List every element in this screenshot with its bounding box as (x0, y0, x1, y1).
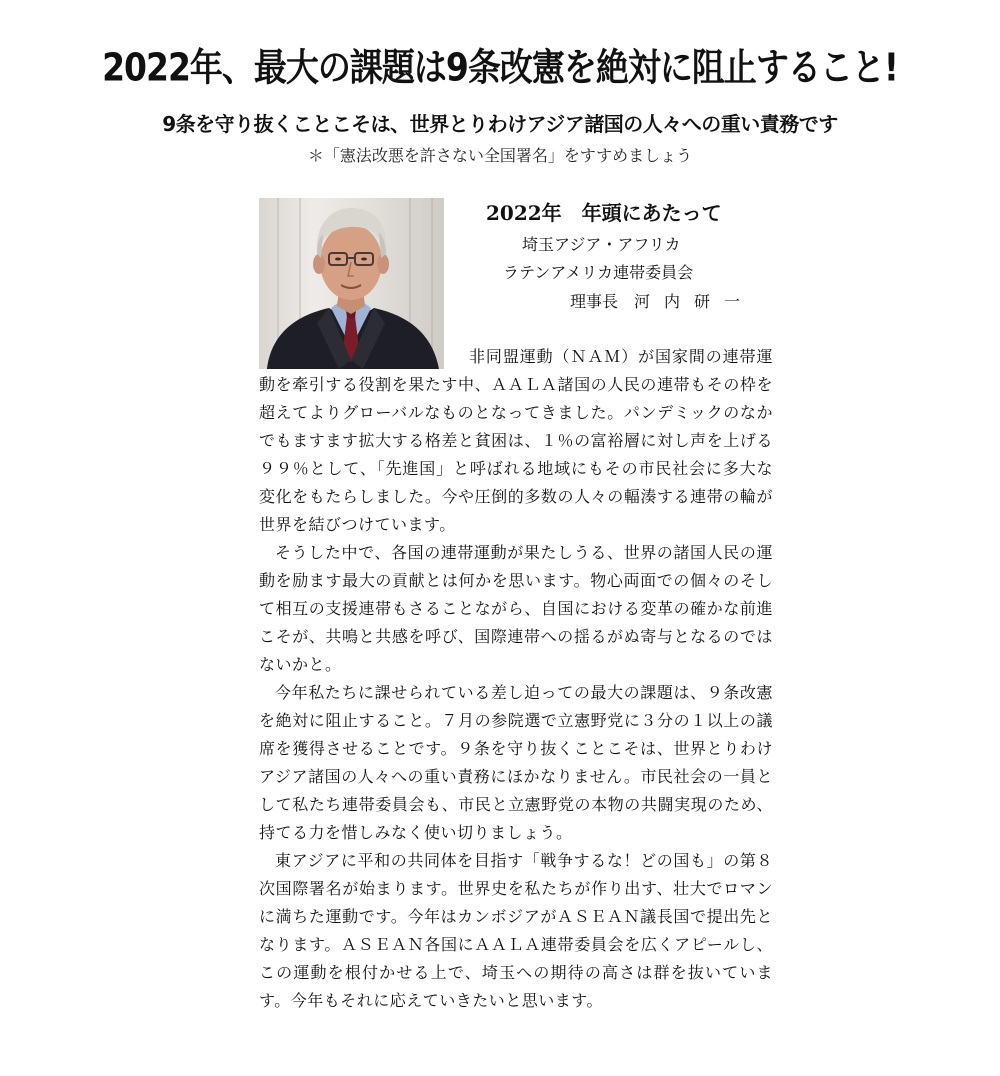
organization-name-line-1: 埼玉アジア・アフリカ (522, 235, 681, 254)
author-name: 河内研一 (634, 292, 755, 311)
article-paragraph-1: 非同盟運動（ＮＡＭ）が国家間の連帯運動を牽引する役割を果たす中、ＡＡＬＡ諸国の人民の連帯もその枠を超えてよりグローバルなものとなってきました。パンデミックのなかでもますます拡大する格差と貧困は、１％の富裕層に対し声を上げる９９％として、「先進国」と呼ばれる地域にもその市民社会に多大な変化をもたらしました。今や圧倒的多数の人々の輻湊する連帯の輪が世界を結びつけています。 (259, 347, 773, 534)
article-title: 2022年 年頭にあたって (486, 201, 722, 225)
article-body (259, 343, 773, 1015)
article-paragraph-4: 東アジアに平和の共同体を目指す「戦争するな！どの国も」の第８次国際署名が始まります。世界史を私たちが作り出す、壮大でロマンに満ちた運動です。今年はカンボジアがＡＳＥＡＮ議長国で提出先となります。ＡＳＥＡＮ各国にＡＡＬＡ連帯委員会を広くアピールし、この運動を根付かせる上で、埼玉への期待の高さは群を抜いています。今年もそれに応えていきたいと思います。 (259, 851, 773, 1010)
organization-name-line-2: ラテンアメリカ連帯委員会 (503, 263, 694, 282)
article-paragraph-2: そうした中で、各国の連帯運動が果たしうる、世界の諸国人民の運動を励ます最大の貢献とは何かを思います。物心両面での個々のそして相互の支援連帯もさることながら、自国における変革の確かな前進こそが、共鳴と共感を呼び、国際連帯への揺るがぬ寄与となるのではないかと。 (259, 543, 773, 674)
petition-note: ＊「憲法改悪を許さない全国署名」をすすめましょう (307, 146, 693, 165)
author-role: 理事長 (570, 292, 619, 311)
headline: 2022年、最大の課題は9条改憲を絶対に阻止すること! (102, 45, 898, 90)
author-signature (570, 288, 754, 316)
article-paragraph-3: 今年私たちに課せられている差し迫っての最大の課題は、９条改憲を絶対に阻止すること。７月の参院選で立憲野党に３分の１以上の議席を獲得させることです。９条を守り抜くことこそは、世界とりわけアジア諸国の人々への重い責務にほかなりません。市民社会の一員として私たち連帯委員会も、市民と立憲野党の本物の共闘実現のため、持てる力を惜しみなく使い切りましょう。 (259, 683, 773, 842)
subheadline: 9条を守り抜くことこそは、世界とりわけアジア諸国の人々への重い責務です (162, 112, 838, 136)
